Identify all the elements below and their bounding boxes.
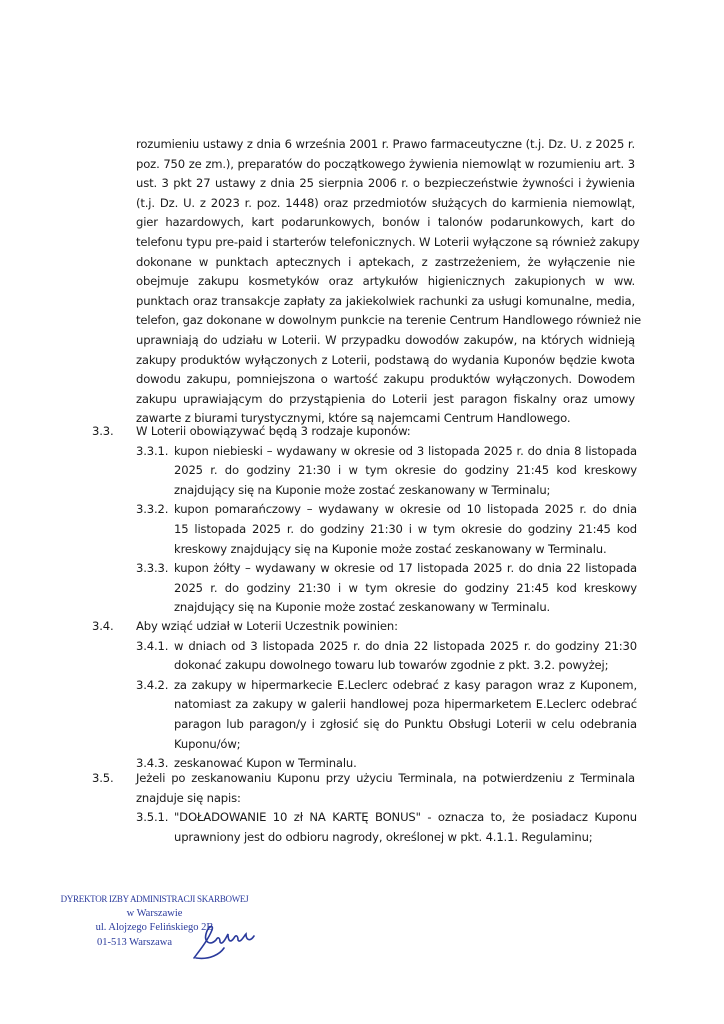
stamp-line-office: DYREKTOR IZBY ADMINISTRACJI SKARBOWEJ — [60, 894, 249, 904]
subsection-number: 3.4.1. — [136, 638, 169, 653]
subsection-number: 3.4.2. — [136, 677, 169, 692]
section-title-line: Jeżeli po zeskanowaniu Kuponu przy użyciu Terminala, na potwierdzeniu z Terminala — [136, 771, 635, 785]
paragraph-line: zawarte z biurami turystycznymi, które są najemcami Centrum Handlowego. — [136, 411, 571, 426]
stamp-line-city: w Warszawie — [126, 907, 183, 919]
paragraph-line: dokonane w punktach aptecznych i aptekach, z zastrzeżeniem, że wyłączenie nie — [136, 254, 635, 269]
subsection-text — [174, 676, 637, 754]
subsection-line: kreskowy znajdujący się na Kuponie może zostać zeskanowany w Terminalu. — [174, 541, 607, 556]
subsection-text — [174, 559, 637, 618]
stamp-line-street: ul. Alojzego Felińskiego 2B — [95, 922, 214, 933]
section-title-line: znajduje się napis: — [136, 790, 241, 805]
subsection-number: 3.5.1. — [136, 810, 169, 825]
subsection-line: 2025 r. do godziny 21:30 i w tym okresie do godziny 21:45 kod kreskowy — [174, 580, 637, 595]
subsection-line: zeskanować Kupon w Terminalu. — [174, 756, 357, 771]
subsection-number: 3.3.1. — [136, 443, 169, 458]
handwritten-signature — [190, 920, 260, 962]
stamp-line-postal: 01-513 Warszawa — [96, 936, 173, 948]
paragraph-line: zakupu uprawiającym do przystąpienia do Loterii jest paragon fiskalny oraz umowy — [136, 391, 635, 406]
section-number: 3.4. — [92, 619, 114, 633]
section-title — [136, 769, 635, 808]
paragraph-line: gier hazardowych, kart podarunkowych, bonów i talonów podarunkowych, kart do — [136, 215, 635, 230]
section-number: 3.3. — [92, 424, 114, 438]
subsection-number: 3.3.3. — [136, 561, 169, 576]
section-title-line: W Loterii obowiązywać będą 3 rodzaje kuponów: — [136, 424, 411, 438]
subsection-text — [174, 442, 637, 501]
paragraph-line: telefonu typu pre-paid i starterów telefonicznych. W Loterii wyłączone są również zakupy — [136, 234, 640, 249]
section-number: 3.5. — [92, 771, 114, 785]
section-title — [136, 422, 635, 442]
subsection-line: znajdujący się na Kuponie może zostać zeskanowany w Terminalu; — [174, 482, 551, 497]
subsection-line: uprawniony jest do odbioru nagrody, określonej w pkt. 4.1.1. Regulaminu; — [174, 829, 593, 844]
subsection-line: w dniach od 3 listopada 2025 r. do dnia 22 listopada 2025 r. do godziny 21:30 — [174, 638, 637, 653]
paragraph-line: punktach oraz transakcje zapłaty za jakiekolwiek rachunki za usługi komunalne, media, — [136, 293, 635, 308]
section-title-line: Aby wziąć udział w Loterii Uczestnik powinien: — [136, 619, 398, 633]
intro-paragraph — [136, 135, 642, 429]
section-title — [136, 617, 635, 637]
paragraph-line: (t.j. Dz. U. z 2023 r. poz. 1448) oraz przedmiotów służących do karmienia niemowląt, — [136, 195, 635, 210]
subsection-line: kupon niebieski – wydawany w okresie od 3 listopada 2025 r. do dnia 8 listopada — [174, 443, 637, 458]
subsection-number: 3.3.2. — [136, 502, 169, 517]
subsection-line: kupon żółty – wydawany w okresie od 17 listopada 2025 r. do dnia 22 listopada — [174, 561, 637, 576]
paragraph-line: poz. 750 ze zm.), preparatów do początkowego żywienia niemowląt w rozumieniu art. 3 — [136, 156, 635, 171]
paragraph-line: dowodu zakupu, pomniejszona o wartość zakupu produktów wyłączonych. Dowodem — [136, 372, 635, 387]
subsection-line: natomiast za zakupy w galerii handlowej poza hipermarketem E.Leclerc odebrać — [174, 697, 637, 712]
paragraph-line: zakupy produktów wyłączonych z Loterii, podstawą do wydania Kuponów będzie kwota — [136, 352, 635, 367]
subsection-line: paragon lub paragon/y i zgłosić się do Punktu Obsługi Loterii w celu odebrania — [174, 716, 637, 731]
subsection-line: Kuponu/ów; — [174, 736, 241, 751]
subsection-text — [174, 637, 637, 676]
subsection-line: 15 listopada 2025 r. do godziny 21:30 i w tym okresie do godziny 21:45 kod — [174, 521, 637, 536]
subsection-text — [174, 500, 637, 559]
paragraph-line: obejmuje zakupu kosmetyków oraz artykułów higienicznych zakupionych w ww. — [136, 274, 635, 289]
paragraph-line: uprawniają do udziału w Loterii. W przypadku dowodów zakupów, na których widnieją — [136, 332, 635, 347]
subsection-line: kupon pomarańczowy – wydawany w okresie od 10 listopada 2025 r. do dnia — [174, 502, 637, 517]
paragraph-line: telefon, gaz dokonane w dowolnym punkcie na terenie Centrum Handlowego również nie — [136, 313, 642, 328]
subsection-number: 3.4.3. — [136, 756, 169, 771]
paragraph-line: ust. 3 pkt 27 ustawy z dnia 25 sierpnia 2006 r. o bezpieczeństwie żywności i żywienia — [136, 176, 635, 191]
subsection-line: dokonać zakupu dowolnego towaru lub towarów zgodnie z pkt. 3.2. powyżej; — [174, 658, 609, 673]
subsection-line: 2025 r. do godziny 21:30 i w tym okresie do godziny 21:45 kod kreskowy — [174, 463, 637, 478]
subsection-line: "DOŁADOWANIE 10 zł NA KARTĘ BONUS" - oznacza to, że posiadacz Kuponu — [174, 810, 637, 825]
subsection-text — [174, 808, 637, 847]
subsection-line: znajdujący się na Kuponie może zostać zeskanowany w Terminalu. — [174, 600, 551, 615]
paragraph-line: rozumieniu ustawy z dnia 6 września 2001 r. Prawo farmaceutyczne (t.j. Dz. U. z 2025 r. — [136, 137, 635, 151]
subsection-line: za zakupy w hipermarkecie E.Leclerc odebrać z kasy paragon wraz z Kuponem, — [174, 677, 637, 692]
